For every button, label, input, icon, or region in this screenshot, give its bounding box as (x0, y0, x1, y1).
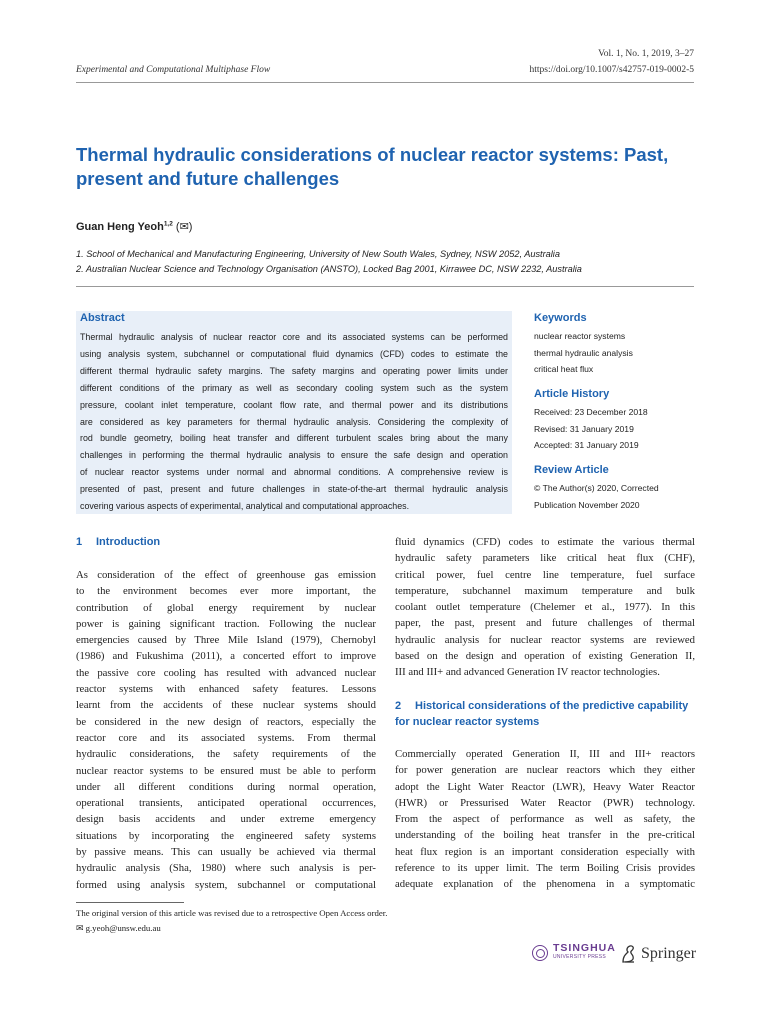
abstract-line: different conditions of the primary as well as secondary cooling system such as the system (80, 382, 508, 393)
section-1-heading (76, 534, 160, 550)
right-column-text-b (395, 746, 695, 893)
history-item: Accepted: 31 January 2019 (534, 440, 639, 450)
review-item: © The Author(s) 2020, Corrected (534, 483, 659, 493)
text-line: adopt the Light Water Reactor (LWR), Heavy Water Reactor (395, 780, 695, 793)
text-line: power is gaining significant traction. Following the nuclear (76, 617, 376, 630)
section-title-line: for nuclear reactor systems (395, 716, 540, 728)
text-line: hydraulic analysis for nuclear reactor systems are reviewed (395, 633, 695, 646)
text-line: As consideration of the effect of greenhouse gas emission (76, 569, 376, 581)
abstract-line: challenges in performing the thermal hydraulic analysis to ensure the safe design and operation (80, 450, 508, 461)
tsinghua-subtitle: UNIVERSITY PRESS (553, 954, 607, 960)
springer-logo (620, 944, 696, 964)
volume-info: Vol. 1, No. 1, 2019, 3–27 (598, 49, 694, 59)
section-number: 1 (76, 536, 83, 548)
abstract-line: of nuclear reactor systems under normal and abnormal conditions. A comprehensive review is (80, 467, 508, 478)
text-line: hydraulic analysis (Sha, 1980) where such analysis is per- (76, 862, 376, 875)
history-heading: Article History (534, 388, 610, 400)
text-line: the passive core cooling has resulted with advanced nuclear (76, 666, 376, 679)
title-line: Thermal hydraulic considerations of nuclear reactor systems: Past, (76, 144, 669, 165)
text-line: learnt from the accidents of these nuclear systems should (76, 699, 376, 712)
section-number: 2 (395, 700, 402, 712)
doi-link[interactable]: https://doi.org/10.1007/s42757-019-0002-5 (529, 65, 694, 75)
header-rule (76, 82, 694, 83)
email-link[interactable]: g.yeoh@unsw.edu.au (85, 923, 161, 933)
author-name: Guan Heng Yeoh (76, 221, 164, 233)
keyword-item: thermal hydraulic analysis (534, 347, 633, 358)
journal-name: Experimental and Computational Multiphase Flow (76, 65, 271, 75)
abstract-line: presented of past, present and future challenges in state-of-the-art thermal hydraulic analysis (80, 484, 508, 495)
author-affil-marks: 1,2 (163, 220, 173, 228)
history-list (534, 404, 704, 454)
text-line: adequate explanation of the phenomena in a symptomatic (395, 878, 695, 891)
text-line: temperature, subchannel maximum temperature and bulk (395, 584, 695, 597)
footnote-note: The original version of this article was revised due to a retrospective Open Access order. (76, 908, 388, 918)
text-line: understanding of the boiling heat transfer in the pre-critical (395, 829, 695, 842)
article-title (76, 143, 716, 191)
text-line: hydraulic considerations, the safety requirements of the (76, 748, 376, 761)
text-line: Commercially operated Generation II, III and III+ reactors (395, 748, 695, 760)
tsinghua-name: TSINGHUA (553, 942, 616, 954)
abstract-line: using analysis system, subchannel or computational fluid dynamics (CFD) codes to estimate the (80, 348, 508, 359)
footnote-email (76, 923, 161, 934)
review-list (534, 480, 704, 513)
text-line: by passive means. This can usually be achieved via thermal (76, 846, 376, 859)
text-line: for power generation are nuclear reactors which they either (395, 764, 695, 777)
abstract-line: Thermal hydraulic analysis of nuclear reactor core and its associated systems can be performed (80, 332, 508, 342)
tsinghua-seal-icon (532, 945, 548, 961)
text-line: be considered in the new design of reactors, especially the (76, 715, 376, 728)
abstract-line: covering various aspects of experimental, analytical and computational approaches. (80, 501, 410, 512)
abstract-line: different thermal hydraulic safety margins. The safety margins and operating power limits under (80, 365, 508, 376)
text-line: emergencies caused by Three Mile Island (1979), Chernobyl (76, 634, 376, 647)
section-title: Introduction (96, 536, 161, 548)
review-item: Publication November 2020 (534, 499, 640, 510)
springer-name: Springer (641, 945, 697, 962)
text-line: reference to its upper limit. The term Boiling Crisis provides (395, 862, 695, 875)
text-line: (1986) and Fukushima (2011), a concerted effort to improve (76, 650, 376, 663)
tsinghua-logo (532, 944, 616, 962)
abstract-line: rod bundle geometry, boiling heat transfer and different turbulent scales bring about the many (80, 433, 508, 444)
springer-horse-icon (620, 944, 637, 964)
text-line: nuclear reactor systems to be ensured must be able to perform (76, 764, 376, 777)
text-line: critical power, fuel centre line temperature, fuel surface (395, 568, 695, 581)
abstract-line: pressure, coolant inlet temperature, coolant flow rate, and thermal power and its distributions (80, 399, 508, 410)
text-line: reactor systems with enhanced safety features. Lessons (76, 683, 376, 696)
text-line: fluid dynamics (CFD) codes to estimate the various thermal (395, 536, 695, 548)
right-column-text-a (395, 534, 695, 681)
text-line: formed using analysis system, subchannel or computational (76, 878, 376, 891)
text-line: paper, the past, present and future challenges of thermal (395, 617, 695, 630)
text-line: contribution of global energy requirement by nuclear (76, 601, 376, 614)
text-line: situations by incorporating the engineered safety systems (76, 829, 376, 842)
history-item: Revised: 31 January 2019 (534, 423, 634, 434)
affiliation-rule (76, 286, 694, 287)
review-heading: Review Article (534, 464, 609, 476)
text-line: under all different conditions during normal operation, (76, 780, 376, 793)
keyword-item: nuclear reactor systems (534, 331, 626, 341)
text-line: operational transients, anticipated operational occurrences, (76, 797, 376, 810)
text-line: to the environment becomes ever more important, the (76, 585, 376, 598)
text-line: heat flux region is an important consideration especially with (395, 845, 695, 858)
text-line: coolant outlet temperature (Chelemer et al., 1977). In this (395, 601, 695, 614)
author-line (76, 220, 192, 233)
left-column-text (76, 567, 376, 893)
keywords-heading: Keywords (534, 312, 587, 324)
text-line: based on the design and operation of existing Generation II, (395, 650, 695, 663)
keyword-item: critical heat flux (534, 364, 594, 374)
title-line: present and future challenges (76, 168, 340, 189)
affiliation-1: 1. School of Mechanical and Manufacturing Engineering, University of New South Wales, Sydney, NSW 2052, Australia (76, 249, 560, 259)
text-line: (HWR) or Pressurised Water Reactor (PWR) technology. (395, 796, 695, 809)
abstract-heading: Abstract (80, 312, 125, 324)
affiliation-2: 2. Australian Nuclear Science and Technology Organisation (ANSTO), Locked Bag 2001, Kirrawee DC, NSW 2232, Australia (76, 264, 582, 274)
footnote-rule (76, 902, 184, 903)
text-line: hydraulic safety parameters like critical heat flux (CHF), (395, 552, 695, 565)
text-line: design basis accidents and under extreme emergency (76, 813, 376, 826)
abstract-line: are considered as key parameters for thermal hydraulic analysis. Considering the complexity of (80, 416, 508, 427)
section-2-heading (395, 698, 695, 730)
history-item: Received: 23 December 2018 (534, 407, 648, 417)
keywords-list (534, 328, 704, 378)
text-line: From the aspect of performance as well as safety, the (395, 813, 695, 826)
text-line: reactor core and its associated systems. From thermal (76, 731, 376, 744)
section-title-line: Historical considerations of the predictive capability (415, 700, 689, 712)
abstract-text (80, 329, 508, 515)
mail-icon: ✉ (76, 923, 84, 933)
mail-icon[interactable]: (✉) (175, 221, 193, 233)
text-line: III and III+ and advanced Generation IV reactor technologies. (395, 666, 660, 679)
